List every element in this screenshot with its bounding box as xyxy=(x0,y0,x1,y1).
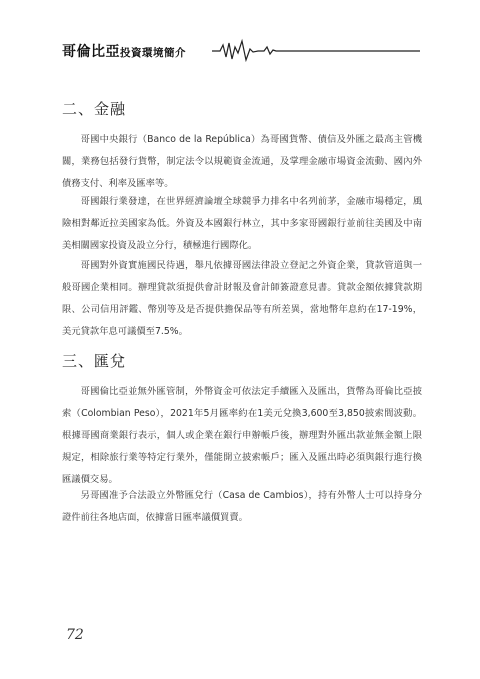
paragraph: 哥國中央銀行（Banco de la República）為哥國貨幣、債信及外匯之最高主管機關，業務包括發行貨幣，制定法令以規範資金流通，及掌理金融市場資金流動、國內外債務支付、利率及匯率等。 xyxy=(62,134,422,189)
heartbeat-line-icon xyxy=(212,38,420,62)
running-header xyxy=(62,38,420,62)
paragraph: 哥國對外資實施國民待遇，舉凡依據哥國法律設立登記之外資企業，貸款管道與一般哥國企業相同。辦理貸款須提供會計財報及會計師簽證意見書。貸款金額依據貸款期限、公司信用評鑑、幣別等及是否提供擔保品等有所差異，當地幣年息約在17-19%，美元貸款年息可議價至7.5%。 xyxy=(62,260,422,337)
header-title xyxy=(62,41,186,61)
section-heading-finance: 二、金融 xyxy=(62,100,127,118)
section-heading-exchange: 三、匯兌 xyxy=(62,352,127,370)
paragraph: 哥國倫比亞並無外匯管制，外幣資金可依法定手續匯入及匯出，貨幣為哥倫比亞披索（Colombian Peso），2021年5月匯率約在1美元兌換3,600至3,850披索間波動。根據哥國商業銀行表示，個人或企業在銀行申辦帳戶後，辦理對外匯出款並無金額上限規定，相除旅行業等特定行業外，僅能開立披索帳戶；匯入及匯出時必須與銀行進行換匯議價交易。 xyxy=(62,386,422,485)
header-title-main: 哥倫比亞 xyxy=(62,44,120,60)
paragraph: 哥國銀行業發達，在世界經濟論壇全球競爭力排名中名列前茅，金融市場穩定，風險相對鄰近拉美國家為低。外資及本國銀行林立，其中多家哥國銀行並前往美國及中南美相關國家投資及設立分行，積極進行國際化。 xyxy=(62,196,422,251)
page-number: 72 xyxy=(66,627,84,643)
header-title-sub: 投資環境簡介 xyxy=(120,47,186,59)
paragraph: 另哥國准予合法設立外幣匯兌行（Casa de Cambios），持有外幣人士可以持身分證件前往各地店面，依據當日匯率議價買賣。 xyxy=(62,490,422,523)
